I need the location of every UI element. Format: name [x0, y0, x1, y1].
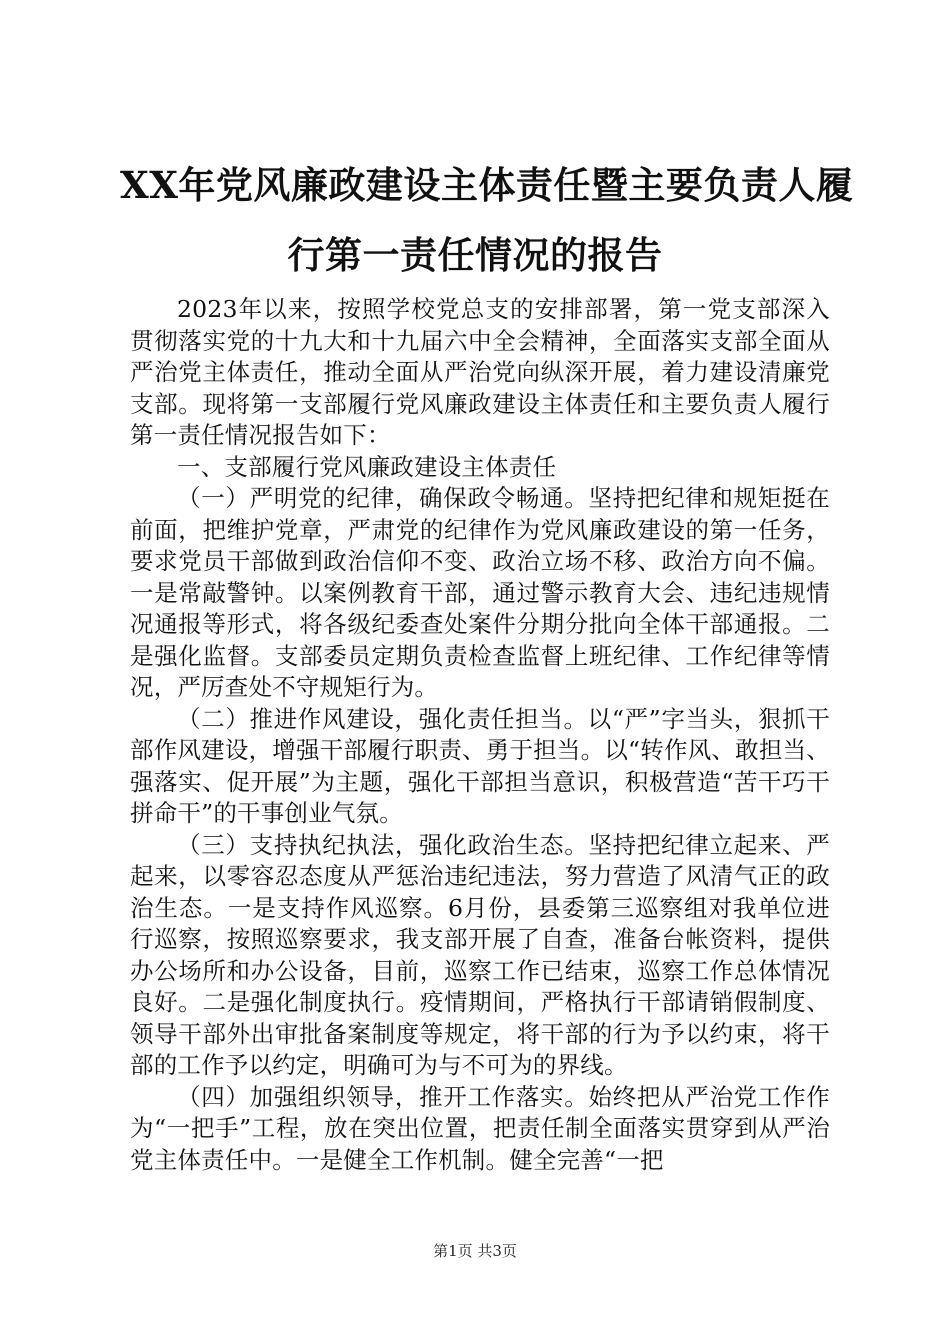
paragraph-intro: 2023年以来，按照学校党总支的安排部署，第一党支部深入贯彻落实党的十九大和十九届六中全会精神，全面落实支部全面从严治党主体责任，推动全面从严治党向纵深开展，着力建设清廉党支部。现将第一支部履行党风廉政建设主体责任和主要负责人履行第一责任情况报告如下：	[130, 295, 830, 449]
section-heading-1: 一、支部履行党风廉政建设主体责任	[177, 452, 557, 481]
page-footer	[0, 1240, 950, 1261]
paragraph-work-style: （二）推进作风建设，强化责任担当。以“严”字当头，狠抓干部作风建设，增强干部履行职责、勇于担当。以“转作风、敢担当、强落实、促开展”为主题，强化干部担当意识，积极营造“苦干巧干拼命干”的干事创业气氛。	[130, 704, 830, 827]
document-title-line-1: XX年党风廉政建设主体责任暨主要负责人履	[120, 163, 854, 207]
paragraph-discipline: （一）严明党的纪律，确保政令畅通。坚持把纪律和规矩挺在前面，把维护党章，严肃党的纪律作为党风廉政建设的第一任务，要求党员干部做到政治信仰不变、政治立场不移、政治方向不偏。一是常敲警钟。以案例教育干部，通过警示教育大会、违纪违规情况通报等形式，将各级纪委查处案件分期分批向全体干部通报。二是强化监督。支部委员定期负责检查监督上班纪律、工作纪律等情况，严厉查处不守规矩行为。	[130, 484, 830, 701]
paragraph-leadership: （四）加强组织领导，推开工作落实。始终把从严治党工作作为“一把手”工程，放在突出位置，把责任制全面落实贯穿到从严治党主体责任中。一是健全工作机制。健全完善“一把	[130, 1082, 830, 1174]
page-number: 第1页 共3页	[433, 1242, 517, 1260]
document-title	[120, 150, 854, 290]
paragraph-enforcement: （三）支持执纪执法，强化政治生态。坚持把纪律立起来、严起来，以零容忍态度从严惩治违纪违法，努力营造了风清气正的政治生态。一是支持作风巡察。6月份，县委第三巡察组对我单位进行巡察，按照巡察要求，我支部开展了自查，准备台帐资料，提供办公场所和办公设备，目前，巡察工作已结束，巡察工作总体情况良好。二是强化制度执行。疫情期间，严格执行干部请销假制度、领导干部外出审批备案制度等规定，将干部的行为予以约束，将干部的工作予以约定，明确可为与不可为的界线。	[130, 830, 830, 1079]
document-title-line-2: 行第一责任情况的报告	[287, 233, 663, 277]
document-body	[130, 294, 830, 1176]
